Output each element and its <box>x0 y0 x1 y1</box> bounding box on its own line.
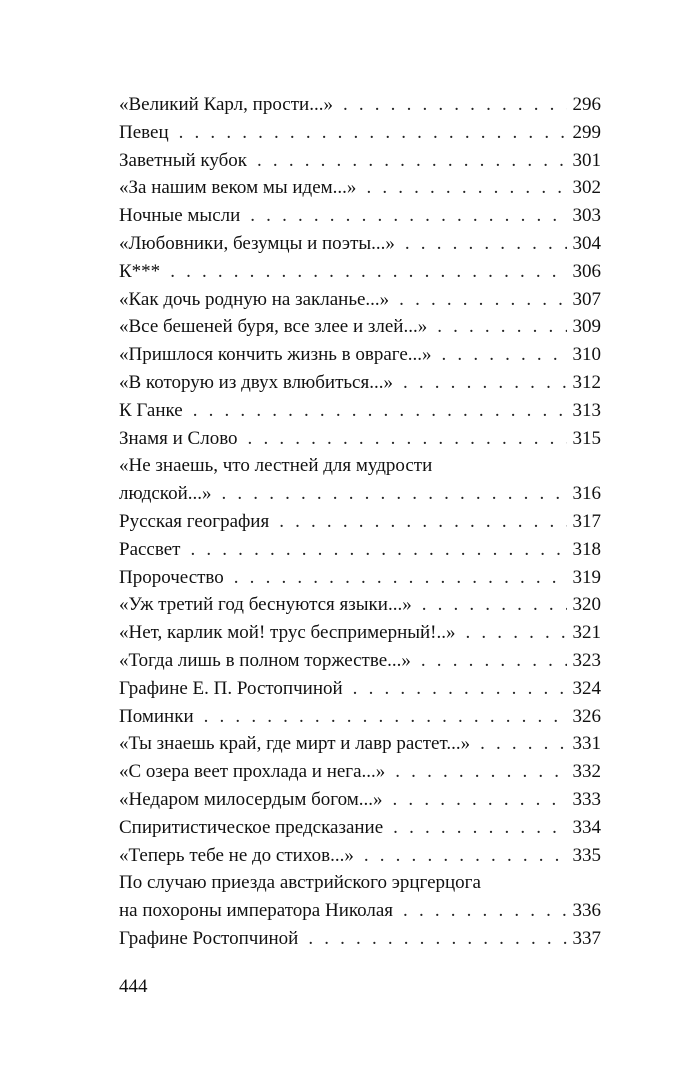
toc-entry-page: 317 <box>572 510 601 532</box>
toc-entry-page: 331 <box>572 733 601 755</box>
dot-leader <box>190 536 566 564</box>
toc-entry-line <box>119 480 601 508</box>
toc-entry <box>119 842 601 870</box>
dot-leader <box>393 814 566 842</box>
toc-entry-title: на похороны императора Николая <box>119 900 394 922</box>
toc-entry-line <box>119 174 601 202</box>
toc-entry-title: «Уж третий год беснуются языки...» <box>119 594 412 616</box>
toc-entry <box>119 591 601 619</box>
toc-entry-title: Ночные мысли <box>119 205 241 227</box>
dot-leader <box>364 842 567 870</box>
toc-entry-line <box>119 842 601 870</box>
dot-leader <box>353 675 567 703</box>
toc-entry <box>119 786 601 814</box>
toc-entry-line <box>119 397 601 425</box>
dot-leader <box>257 147 566 175</box>
table-of-contents <box>119 91 601 953</box>
dot-leader <box>480 730 566 758</box>
toc-entry-title: Знамя и Слово <box>119 427 238 449</box>
toc-entry-line <box>119 313 601 341</box>
toc-entry-page: 310 <box>572 344 601 366</box>
toc-entry-title: «Ты знаешь край, где мирт и лавр растет...» <box>119 733 471 755</box>
toc-entry-page: 299 <box>572 121 601 143</box>
toc-entry-line <box>119 147 601 175</box>
toc-entry-line <box>119 369 601 397</box>
toc-entry <box>119 536 601 564</box>
toc-entry <box>119 258 601 286</box>
dot-leader <box>308 925 566 953</box>
toc-entry <box>119 869 601 925</box>
toc-entry-title: Графине Е. П. Ростопчиной <box>119 677 343 699</box>
toc-entry-line <box>119 703 601 731</box>
toc-entry-line <box>119 786 601 814</box>
toc-entry-page: 319 <box>572 566 601 588</box>
toc-entry-title: Поминки <box>119 705 194 727</box>
toc-entry <box>119 647 601 675</box>
dot-leader <box>421 647 567 675</box>
toc-entry-line <box>119 591 601 619</box>
dot-leader <box>393 786 567 814</box>
toc-entry-page: 306 <box>572 260 601 282</box>
dot-leader <box>403 897 566 925</box>
toc-entry-page: 307 <box>572 288 601 310</box>
dot-leader <box>405 230 567 258</box>
dot-leader <box>193 397 567 425</box>
dot-leader <box>343 91 567 119</box>
toc-entry-line <box>119 730 601 758</box>
toc-entry-line <box>119 564 601 592</box>
toc-entry-page: 321 <box>572 622 601 644</box>
dot-leader <box>403 369 567 397</box>
toc-entry <box>119 675 601 703</box>
toc-entry-line <box>119 202 601 230</box>
toc-entry-title: «За нашим веком мы идем...» <box>119 177 357 199</box>
toc-entry <box>119 286 601 314</box>
toc-entry-page: 296 <box>572 94 601 115</box>
dot-leader <box>234 564 567 592</box>
toc-entry-page: 313 <box>572 399 601 421</box>
toc-entry-page: 333 <box>572 788 601 810</box>
toc-entry-line <box>119 286 601 314</box>
toc-entry-page: 334 <box>572 816 601 838</box>
toc-entry <box>119 619 601 647</box>
toc-entry-title: «Любовники, безумцы и поэты...» <box>119 232 395 254</box>
toc-entry <box>119 703 601 731</box>
toc-entry-title-line: «Не знаешь, что лестней для мудрости <box>119 455 433 477</box>
toc-entry-title: К*** <box>119 260 161 282</box>
toc-entry-page: 326 <box>572 705 601 727</box>
dot-leader <box>395 758 566 786</box>
toc-entry <box>119 452 601 508</box>
toc-entry-line <box>119 425 601 453</box>
dot-leader <box>250 202 566 230</box>
toc-entry-line <box>119 230 601 258</box>
toc-entry-page: 312 <box>572 371 601 393</box>
toc-entry-title: «В которую из двух влюбиться...» <box>119 371 393 393</box>
toc-entry-line <box>119 258 601 286</box>
toc-entry-line <box>119 119 601 147</box>
toc-entry-title: «Тогда лишь в полном торжестве...» <box>119 649 411 671</box>
toc-entry-page: 323 <box>572 649 601 671</box>
toc-entry <box>119 91 601 119</box>
toc-entry-title: «Все бешеней буря, все злее и злей...» <box>119 316 428 338</box>
dot-leader <box>222 480 567 508</box>
toc-entry-page: 336 <box>572 900 601 922</box>
toc-entry-line <box>119 758 601 786</box>
toc-entry-title: Заветный кубок <box>119 149 248 171</box>
toc-entry <box>119 369 601 397</box>
toc-entry-title: «С озера веет прохлада и нега...» <box>119 761 386 783</box>
toc-entry-line <box>119 91 601 119</box>
toc-entry <box>119 758 601 786</box>
toc-entry-page: 332 <box>572 761 601 783</box>
toc-entry-title: людской...» <box>119 483 212 505</box>
dot-leader <box>422 591 567 619</box>
toc-entry-title: «Нет, карлик мой! трус беспримерный!..» <box>119 622 456 644</box>
toc-entry <box>119 202 601 230</box>
dot-leader <box>170 258 566 286</box>
dot-leader <box>442 341 567 369</box>
toc-entry-title: Пророчество <box>119 566 224 588</box>
toc-entry-line <box>119 508 601 536</box>
toc-entry-page: 337 <box>572 927 601 949</box>
toc-entry-page: 315 <box>572 427 601 449</box>
toc-entry-line <box>119 925 601 953</box>
toc-entry <box>119 119 601 147</box>
toc-entry <box>119 397 601 425</box>
dot-leader <box>466 619 567 647</box>
toc-entry <box>119 925 601 953</box>
dot-leader <box>248 425 567 453</box>
dot-leader <box>437 313 566 341</box>
toc-entry-title: Певец <box>119 121 169 143</box>
toc-entry-line <box>119 647 601 675</box>
toc-entry-title: «Недаром милосердым богом...» <box>119 788 383 810</box>
toc-entry-title: «Как дочь родную на закланье...» <box>119 288 390 310</box>
toc-entry <box>119 230 601 258</box>
toc-entry <box>119 564 601 592</box>
page-number: 444 <box>119 976 148 997</box>
toc-entry-page: 303 <box>572 205 601 227</box>
toc-entry-line <box>119 675 601 703</box>
dot-leader <box>399 286 566 314</box>
toc-entry <box>119 341 601 369</box>
toc-entry-title-line: По случаю приезда австрийского эрцгерцога <box>119 872 481 894</box>
toc-entry-page: 316 <box>572 483 601 505</box>
toc-entry <box>119 174 601 202</box>
toc-entry-title: Спиритистическое предсказание <box>119 816 384 838</box>
toc-entry-title: Русская география <box>119 510 270 532</box>
toc-entry-title: Рассвет <box>119 538 181 560</box>
toc-entry-line <box>119 536 601 564</box>
toc-entry-title: «Великий Карл, прости...» <box>119 94 333 115</box>
toc-entry-page: 301 <box>572 149 601 171</box>
toc-entry <box>119 814 601 842</box>
toc-entry-title: «Пришлося кончить жизнь в овраге...» <box>119 344 432 366</box>
toc-entry-page: 320 <box>572 594 601 616</box>
toc-entry-page: 304 <box>572 232 601 254</box>
toc-entry-title: К Ганке <box>119 399 183 421</box>
dot-leader <box>366 174 566 202</box>
toc-entry <box>119 730 601 758</box>
toc-entry-title: «Теперь тебе не до стихов...» <box>119 844 354 866</box>
toc-entry <box>119 147 601 175</box>
toc-entry-line <box>119 897 601 925</box>
toc-entry-line <box>119 814 601 842</box>
dot-leader <box>179 119 567 147</box>
dot-leader <box>279 508 566 536</box>
toc-entry <box>119 425 601 453</box>
toc-entry-page: 318 <box>572 538 601 560</box>
toc-entry <box>119 508 601 536</box>
dot-leader <box>204 703 567 731</box>
toc-entry-title: Графине Ростопчиной <box>119 927 299 949</box>
toc-entry-line <box>119 619 601 647</box>
toc-entry-page: 335 <box>572 844 601 866</box>
toc-entry-page: 309 <box>572 316 601 338</box>
toc-entry-line <box>119 341 601 369</box>
toc-entry <box>119 313 601 341</box>
toc-entry-page: 302 <box>572 177 601 199</box>
toc-entry-page: 324 <box>572 677 601 699</box>
